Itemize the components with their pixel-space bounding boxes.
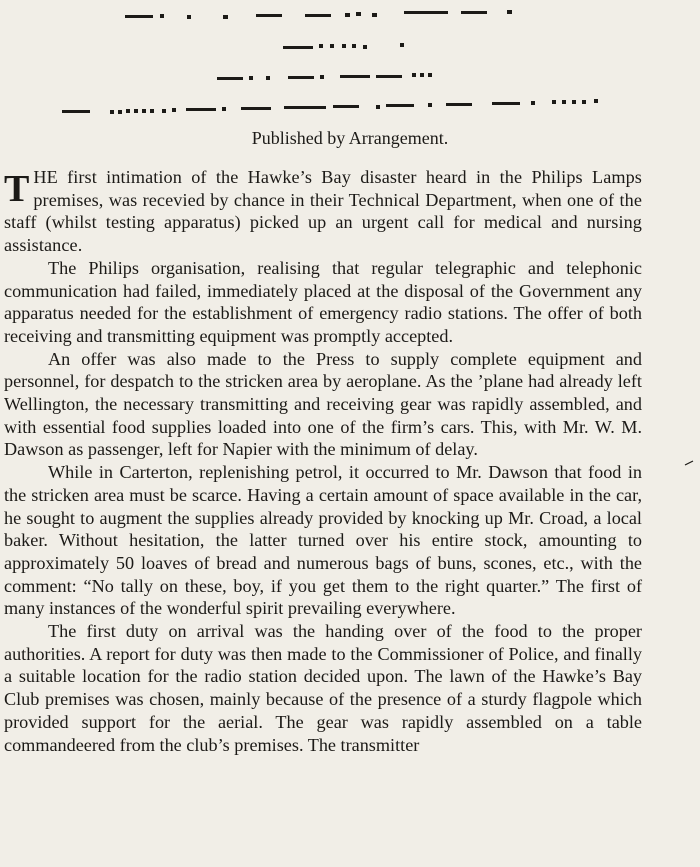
article-body [4,166,642,756]
morse-code-decoration [0,0,700,120]
paragraph-text: HE first intimation of the Hawke’s Bay disaster heard in the Philips Lamps premises, was recevied by chance in their Technical Department, when one of the staff (whilst testing apparatus) picked up an urgent call for medical and nursing assistance. [4,167,642,256]
paragraph-intro [4,166,642,257]
paragraph-carterton: While in Carterton, replenishing petrol, it occurred to Mr. Dawson that food in the stricken area must be scarce. Having a certain amount of space available in the car, he sought to augment the supplies already provided by knocking up Mr. Croad, a local baker. Without hesitation, the latter turned over his entire stock, amounting to approximately 50 loaves of bread and numerous bags of buns, scones, etc., with the comment: “No tally on these, boy, if you get them to the right quarter.” The first of many instances of the wonderful spirit prevailing everywhere. [4,462,642,619]
margin-mark [684,458,694,468]
paragraph-organisation: The Philips organisation, realising that regular telegraphic and telephonic communication had failed, immediately placed at the disposal of the Government any apparatus needed for the establishment of emergency radio stations. The offer of both receiving and transmitting equipment was promptly accepted. [4,257,642,346]
paragraph-arrival: The first duty on arrival was the handing over of the food to the proper authorities. A report for duty was then made to the Commissioner of Police, and finally a suitable location for the radio station decided upon. The lawn of the Hawke’s Bay Club premises was chosen, mainly because of the presence of a sturdy flagpole which provided support for the aerial. The gear was rapidly assembled on a table commandeered from the club’s premises. The transmitter [4,621,642,755]
drop-cap: T [4,168,30,210]
paragraph-press-offer: An offer was also made to the Press to supply complete equipment and personnel, for despatch to the stricken area by aeroplane. As the ’plane had already left Wellington, the necessary transmitting and receiving gear was rapidly assembled, and with essential food supplies loaded into one of the firm’s cars. This, with Mr. W. M. Dawson as passenger, left for Napier with the minimum of delay. [4,348,642,460]
article-heading: Published by Arrangement. [251,128,449,148]
